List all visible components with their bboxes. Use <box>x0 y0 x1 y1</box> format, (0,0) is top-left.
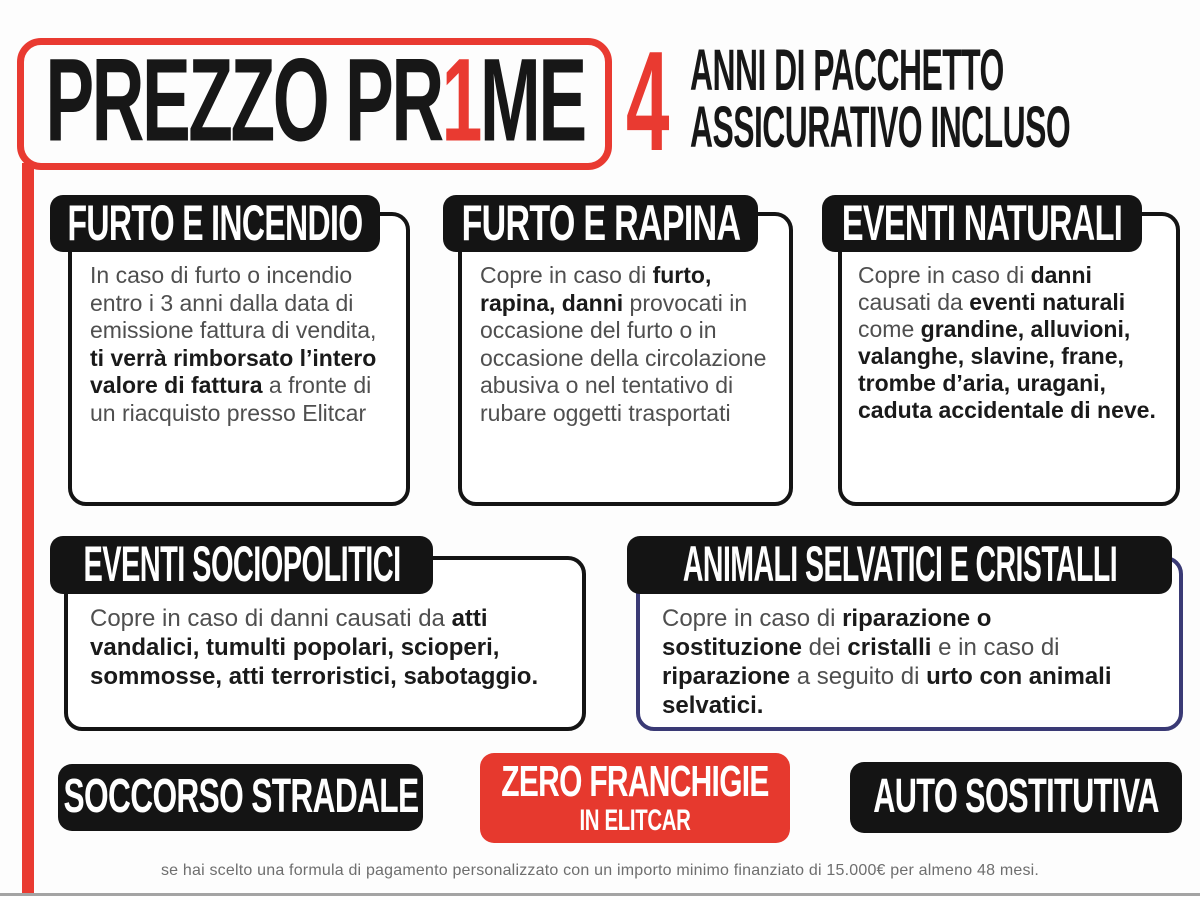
brand-title-part2: ME <box>479 34 585 167</box>
pill-auto-sostitutiva <box>850 762 1182 833</box>
brand-title-part1: PREZZO PR <box>44 34 442 167</box>
card-body-text: Copre in caso di danni causati da eventi naturali come grandine, alluvioni, valanghe, slavine, frane, trombe d’aria, uragani, caduta accidentale di neve. <box>858 262 1156 423</box>
package-subtitle-line2: ASSICURATIVO INCLUSO <box>690 95 1071 160</box>
footer-note: se hai scelto una formula di pagamento personalizzato con un importo minimo finanziato di 15.000€ per almeno 48 mesi. <box>160 862 1040 879</box>
card-title-label: ANIMALI SELVATICI E CRISTALLI <box>682 536 1117 592</box>
pill-label: AUTO SOSTITUTIVA <box>873 769 1159 823</box>
card-body-text: Copre in caso di furto, rapina, danni provocati in occasione del furto o in occasione della circolazione abusiva o nel tentativo di rubare oggetti trasportati <box>480 262 767 426</box>
card-title-badge-animali-selvatici-e-cristalli <box>627 536 1172 594</box>
card-title-badge-furto-e-rapina <box>443 195 758 252</box>
zero-franchigie-line2: IN ELITCAR <box>579 804 691 837</box>
pill-zero-franchigie <box>480 753 790 843</box>
card-body-text: Copre in caso di danni causati da atti vandalici, tumulti popolari, scioperi, sommosse, atti terroristici, sabotaggio. <box>90 605 539 690</box>
pill-label: SOCCORSO STRADALE <box>63 769 418 823</box>
card-title-label: FURTO E INCENDIO <box>67 194 363 251</box>
card-body-text: Copre in caso di riparazione o sostituzione dei cristalli e in caso di riparazione a seguito di urto con animali selvatici. <box>662 605 1112 719</box>
card-title-label: FURTO E RAPINA <box>461 194 740 251</box>
card-body-text: In caso di furto o incendio entro i 3 anni dalla data di emissione fattura di vendita, ti verrà rimborsato l’intero valore di fattura a fronte di un riacquisto presso Elitcar <box>90 262 377 426</box>
card-title-badge-eventi-sociopolitici <box>50 536 433 594</box>
card-furto-e-incendio <box>68 212 410 506</box>
card-title-label: EVENTI NATURALI <box>841 194 1123 251</box>
pill-zero-franchigie-label <box>501 759 768 837</box>
card-title-badge-eventi-naturali <box>822 195 1142 252</box>
brand-title <box>44 34 585 167</box>
card-eventi-naturali <box>838 212 1180 506</box>
zero-franchigie-line1: ZERO FRANCHIGIE <box>501 757 769 806</box>
card-title-label: EVENTI SOCIOPOLITICI <box>82 536 401 592</box>
brand-title-box <box>17 34 612 170</box>
brand-title-digit: 1 <box>441 34 480 167</box>
bottom-divider <box>0 893 1200 896</box>
package-subtitle <box>690 38 1071 160</box>
package-subtitle-line1: ANNI DI PACCHETTO <box>690 38 1004 103</box>
left-accent-bar <box>22 163 34 893</box>
card-title-badge-furto-e-incendio <box>50 195 380 252</box>
pill-soccorso-stradale <box>58 764 423 831</box>
years-number: 4 <box>626 22 668 181</box>
card-furto-e-rapina <box>458 212 793 506</box>
